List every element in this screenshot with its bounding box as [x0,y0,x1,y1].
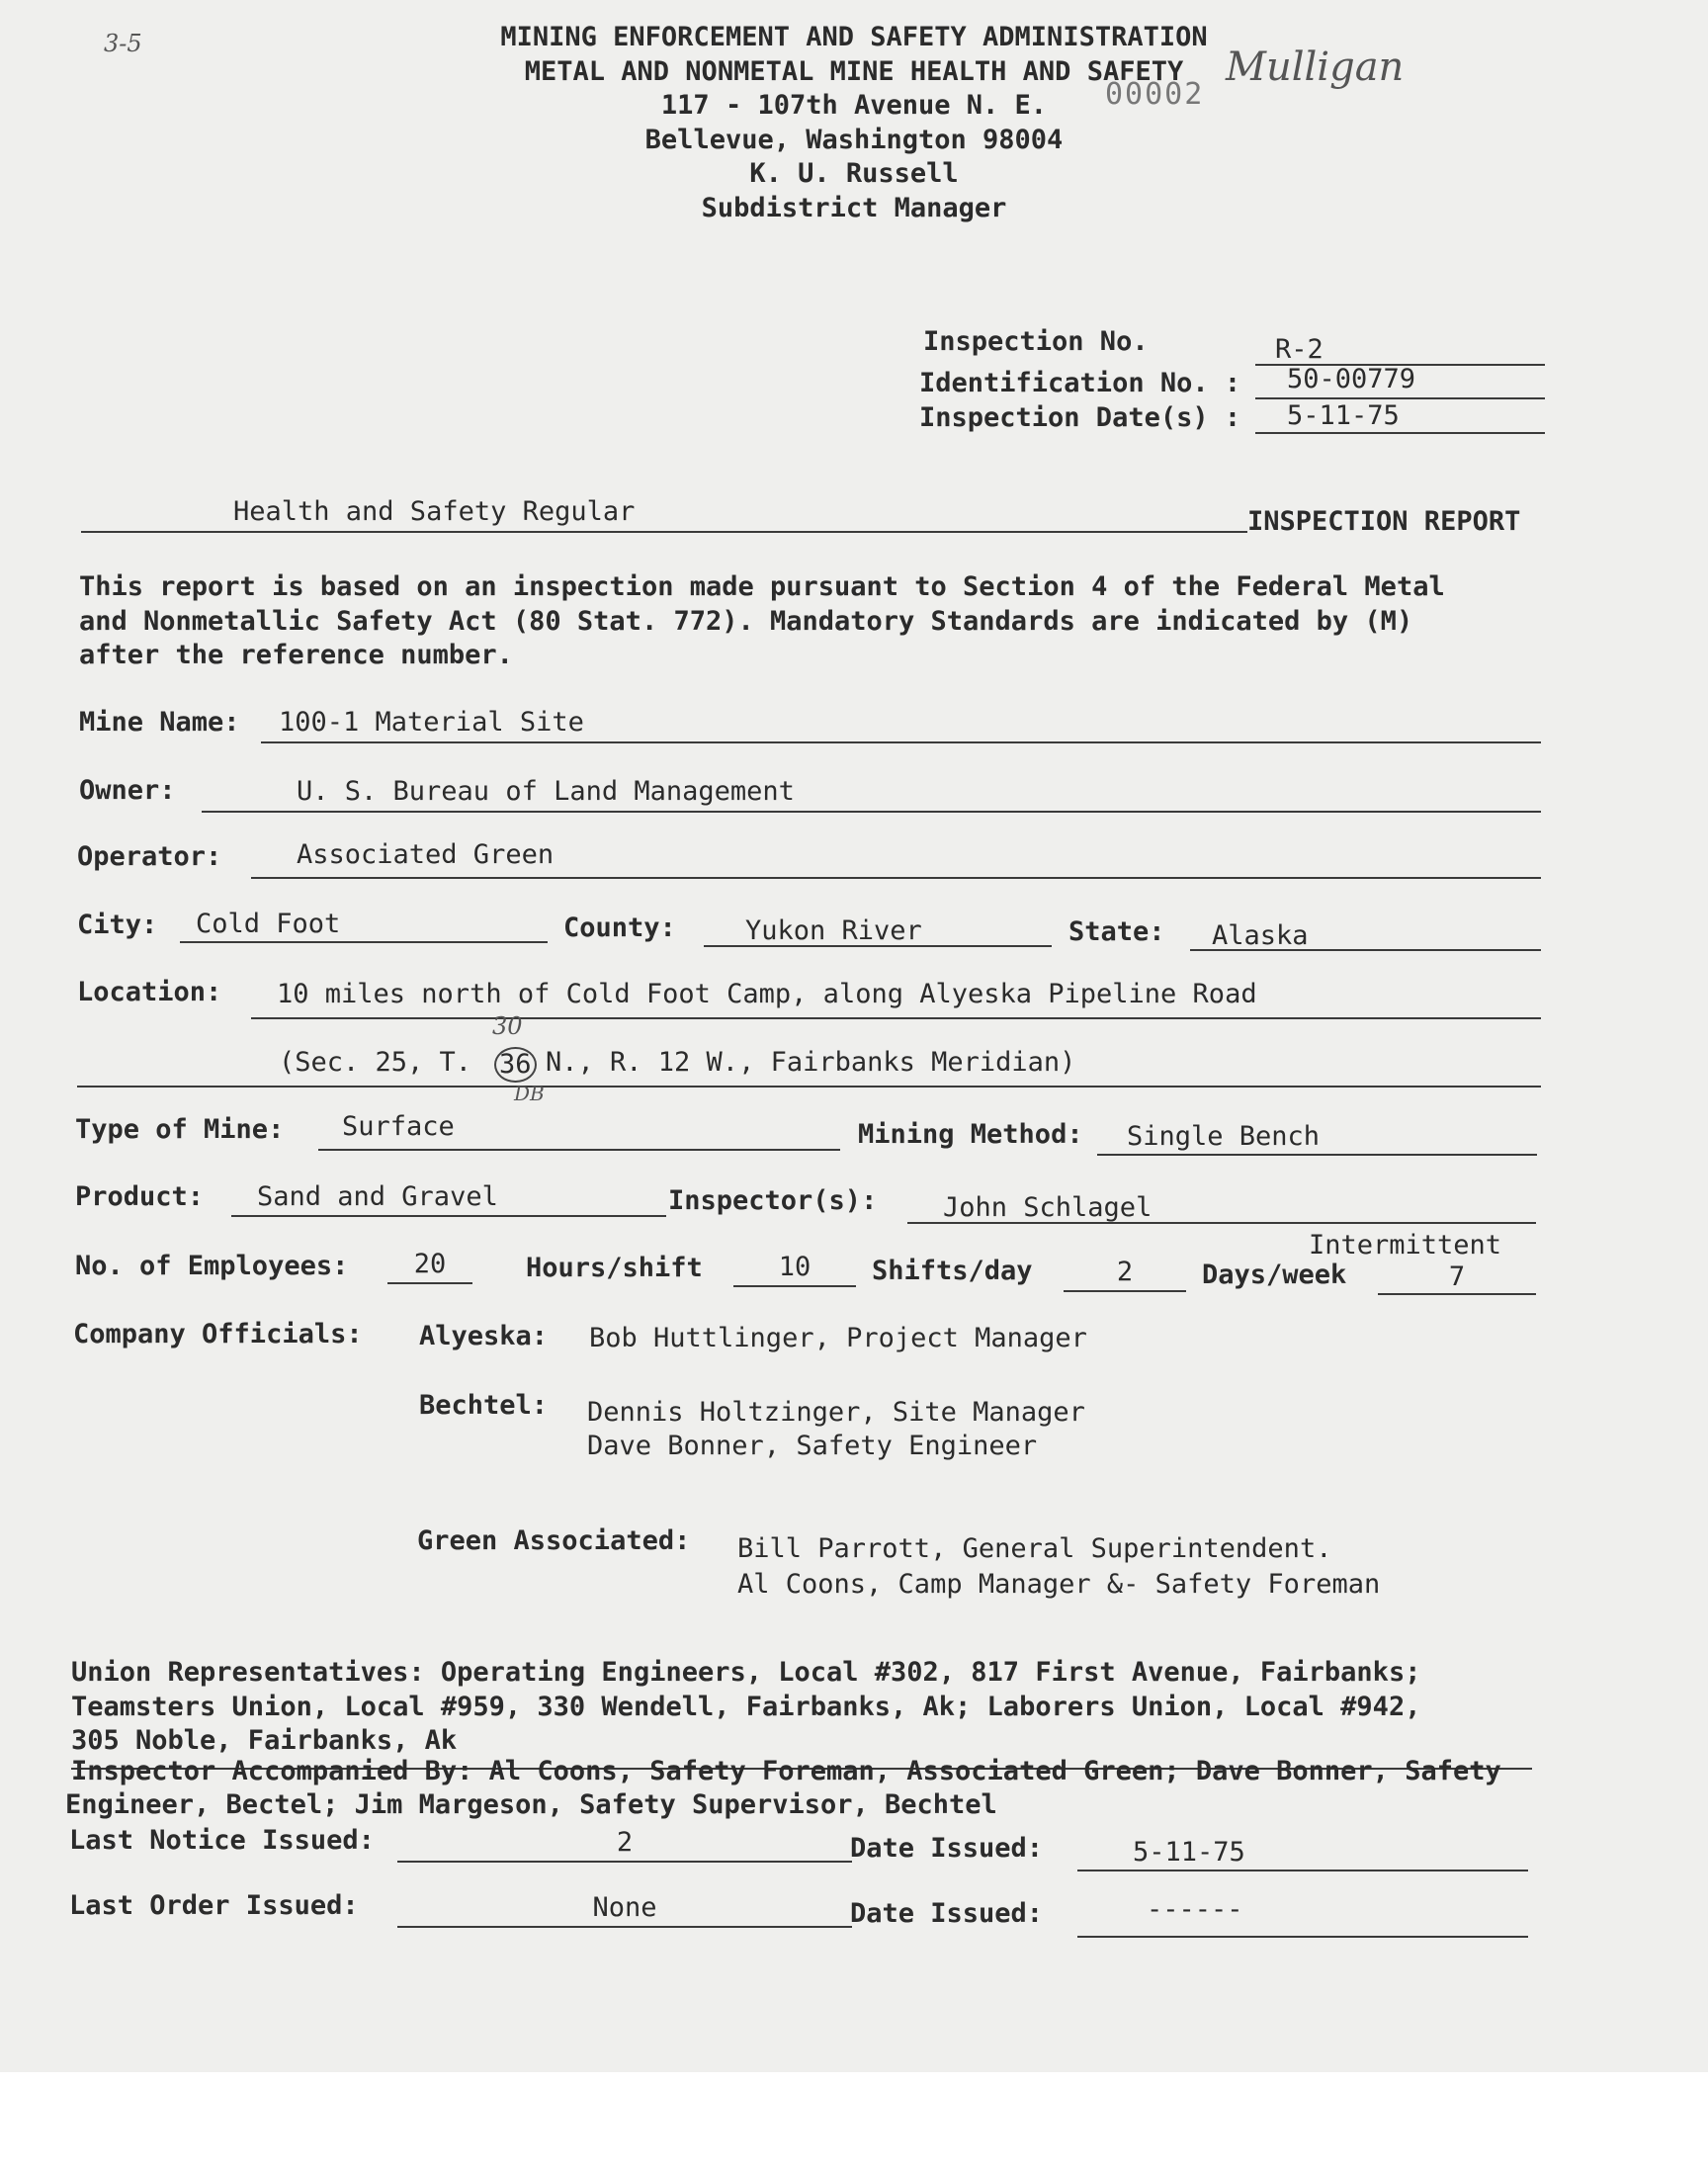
green-associated-official-2: Al Coons, Camp Manager &- Safety Foreman [737,1569,1381,1600]
green-associated-official-1: Bill Parrott, General Superintendent. [737,1533,1332,1564]
company-officials-label: Company Officials: [73,1319,363,1349]
last-order-label: Last Order Issued: [69,1890,359,1921]
header-city: Bellevue, Washington 98004 [644,125,1064,155]
order-date-line [1077,1936,1528,1938]
last-order-value: None [592,1892,657,1923]
city-line [180,941,548,943]
operator-label: Operator: [77,841,222,872]
days-week-line [1378,1293,1536,1295]
alyeska-label: Alyeska: [419,1321,549,1351]
location-line-1 [251,1017,1541,1019]
order-date-label: Date Issued: [850,1898,1044,1929]
bechtel-official-1: Dennis Holtzinger, Site Manager [587,1397,1085,1428]
union-line-1: Union Representatives: Operating Engineers, Local #302, 817 First Avenue, Fairbanks; [71,1657,1421,1688]
owner-line [202,811,1541,813]
operator-value: Associated Green [297,839,555,870]
product-line [231,1215,666,1217]
inspection-date-line [1255,432,1545,434]
mining-method-value: Single Bench [1127,1121,1321,1152]
state-label: State: [1068,916,1165,947]
last-notice-line [397,1861,852,1863]
inspection-no-value: R-2 [1275,334,1324,365]
hours-shift-value: 10 [778,1252,811,1282]
identification-no-value: 50-00779 [1287,364,1416,394]
county-label: County: [563,913,676,943]
notice-date-value: 5-11-75 [1133,1837,1245,1868]
location-line-2 [77,1086,1541,1088]
inspector-line [907,1222,1536,1224]
product-label: Product: [75,1181,205,1212]
mining-method-line [1097,1154,1537,1156]
mining-method-label: Mining Method: [858,1119,1083,1150]
intro-line-2: and Nonmetallic Safety Act (80 Stat. 772). Mandatory Standards are indicated by (M) [79,606,1413,637]
last-order-line [397,1926,852,1928]
city-label: City: [77,910,158,940]
county-value: Yukon River [745,915,922,946]
header-manager-title: Subdistrict Manager [701,193,1007,223]
county-line [704,945,1052,947]
city-value: Cold Foot [196,909,341,939]
location-label: Location: [77,977,222,1007]
shifts-day-line [1064,1290,1186,1292]
inspection-date-label: Inspection Date(s) : [919,402,1241,433]
location-value-line-2b: N., R. 12 W., Fairbanks Meridian) [546,1047,1076,1078]
employees-line [387,1282,472,1284]
employees-label: No. of Employees: [75,1251,349,1281]
type-of-mine-value: Surface [342,1111,455,1142]
state-line [1190,949,1541,951]
accompanied-line-1: Inspector Accompanied By: Al Coons, Safety Foreman, Associated Green; Dave Bonner, Safety [71,1756,1501,1786]
report-type-value: Health and Safety Regular [233,496,636,527]
inspection-no-label: Inspection No. [923,326,1149,357]
days-week-note: Intermittent [1309,1230,1502,1261]
location-value-line-1: 10 miles north of Cold Foot Camp, along Alyeska Pipeline Road [277,979,1257,1009]
shifts-day-label: Shifts/day [872,1256,1033,1286]
intro-line-1: This report is based on an inspection made pursuant to Section 4 of the Federal Metal [79,571,1445,602]
header-address: 117 - 107th Avenue N. E. [660,90,1048,121]
union-line-2: Teamsters Union, Local #959, 330 Wendell, Fairbanks, Ak; Laborers Union, Local #942, [71,1692,1421,1722]
mine-name-line [261,741,1541,743]
notice-date-label: Date Issued: [850,1833,1044,1864]
location-value-line-2a: (Sec. 25, T. [279,1047,472,1078]
bechtel-label: Bechtel: [419,1390,549,1421]
inspector-label: Inspector(s): [668,1185,878,1216]
product-value: Sand and Gravel [257,1181,498,1212]
township-correction: 30 [492,1012,523,1040]
handwritten-signature: Mulligan [1226,44,1405,90]
employees-value: 20 [413,1249,447,1279]
location-circled-township: 36 [494,1047,537,1083]
type-of-mine-line [318,1149,840,1151]
union-line-3: 305 Noble, Fairbanks, Ak [71,1725,458,1756]
mine-name-value: 100-1 Material Site [279,707,584,738]
header-division: METAL AND NONMETAL MINE HEALTH AND SAFETY [524,56,1184,87]
hours-shift-label: Hours/shift [526,1253,703,1283]
identification-no-line [1255,397,1545,399]
mine-name-label: Mine Name: [79,707,240,738]
notice-date-line [1077,1870,1528,1871]
inspector-value: John Schlagel [943,1192,1153,1223]
shifts-day-value: 2 [1116,1257,1134,1287]
identification-no-label: Identification No. : [919,368,1241,398]
green-associated-label: Green Associated: [417,1525,691,1556]
operator-line [251,877,1541,879]
intro-line-3: after the reference number. [79,640,513,670]
owner-label: Owner: [79,775,176,806]
inspection-date-value: 5-11-75 [1287,400,1400,431]
stamp-number: 00002 [1105,77,1205,112]
last-notice-label: Last Notice Issued: [69,1825,375,1856]
state-value: Alaska [1212,920,1309,951]
last-notice-value: 2 [616,1827,634,1858]
days-week-value: 7 [1448,1262,1466,1292]
type-of-mine-label: Type of Mine: [75,1114,285,1145]
header-agency: MINING ENFORCEMENT AND SAFETY ADMINISTRATION [500,22,1208,52]
order-date-value: ------ [1147,1894,1243,1925]
owner-value: U. S. Bureau of Land Management [297,776,795,807]
bechtel-official-2: Dave Bonner, Safety Engineer [587,1431,1038,1461]
accompanied-line-2: Engineer, Bectel; Jim Margeson, Safety Supervisor, Bechtel [65,1789,997,1820]
correction-initials: DB [514,1082,545,1105]
report-type-line [81,531,1247,533]
header-manager-name: K. U. Russell [749,158,959,189]
alyeska-official-1: Bob Huttlinger, Project Manager [589,1323,1087,1353]
hours-shift-line [733,1285,856,1287]
days-week-label: Days/week [1202,1260,1347,1290]
corner-mark: 3-5 [104,30,142,57]
report-type-label: INSPECTION REPORT [1247,506,1521,537]
